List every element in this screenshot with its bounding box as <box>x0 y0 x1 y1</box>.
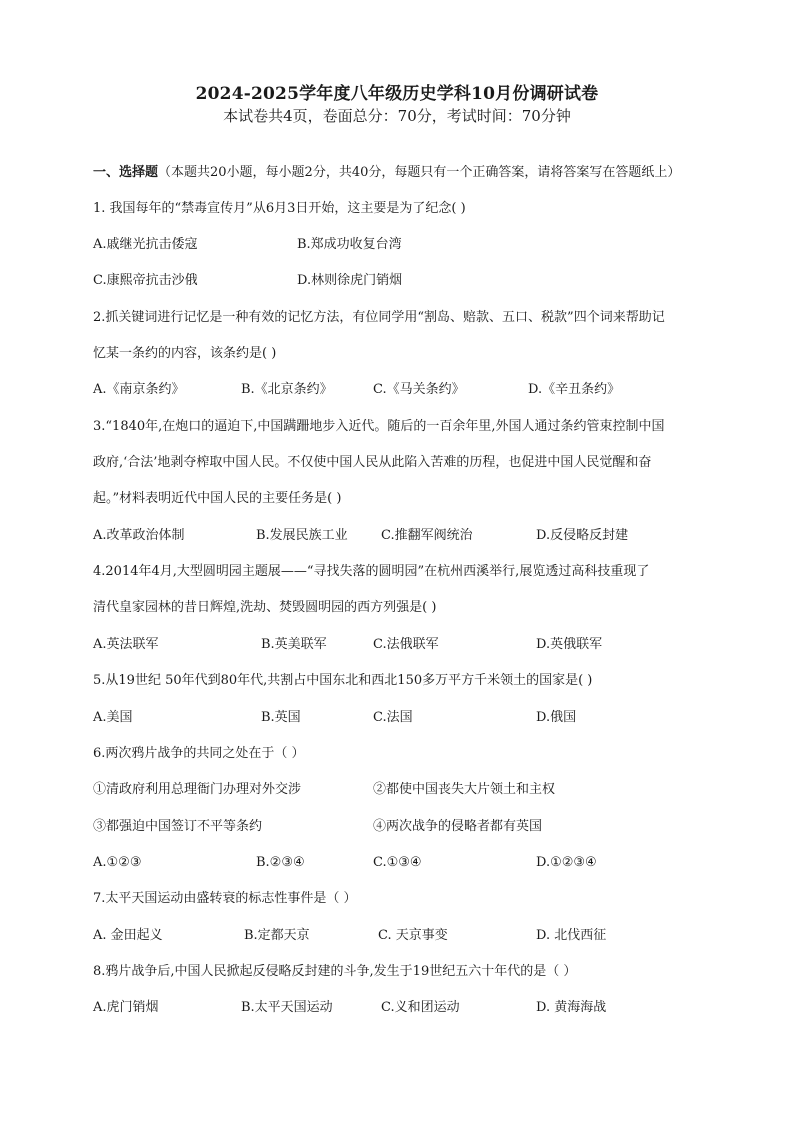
q3-option-c: C.推翻军阀统治 <box>381 528 473 543</box>
q4-option-b: B.英美联军 <box>261 637 327 652</box>
q7-option-b: B.定都天京 <box>244 928 310 943</box>
q8-option-c: C.义和团运动 <box>381 1000 460 1015</box>
q7-option-d: D. 北伐西征 <box>536 928 607 943</box>
q6-option-b: B.②③④ <box>256 855 305 870</box>
q6-option-a: A.①②③ <box>93 855 142 870</box>
q8-option-a: A.虎门销烟 <box>93 1000 159 1015</box>
question-8-text: 8.鸦片战争后,中国人民掀起反侵略反封建的斗争,发生于19世纪五六十年代的是（ ） <box>93 964 577 979</box>
question-6-text: 6.两次鸦片战争的共同之处在于（ ） <box>93 746 305 761</box>
q6-option-c: C.①③④ <box>373 855 422 870</box>
question-4-text-line-2: 清代皇家园林的昔日辉煌,洗劫、焚毁圆明园的西方列强是( ) <box>93 600 437 615</box>
q8-option-b: B.太平天国运动 <box>241 1000 333 1015</box>
q6-statement-1: ①清政府利用总理衙门办理对外交涉 <box>93 782 302 797</box>
q7-option-c: C. 天京事变 <box>378 928 448 943</box>
question-3-text-line-1: 3.“1840年,在炮口的逼迫下,中国蹒跚地步入近代。随后的一百余年里,外国人通过条约管束控制中国 <box>93 419 665 434</box>
q3-option-a: A.改革政治体制 <box>93 528 185 543</box>
question-1-text: 1. 我国每年的“禁毒宣传月”从6月3日开始，这主要是为了纪念( ) <box>93 201 466 216</box>
q3-option-d: D.反侵略反封建 <box>536 528 629 543</box>
q5-option-c: C.法国 <box>373 710 413 725</box>
q4-option-c: C.法俄联军 <box>373 637 439 652</box>
question-7-text: 7.太平天国运动由盛转衰的标志性事件是（ ） <box>93 891 357 906</box>
question-4-text-line-1: 4.2014年4月,大型圆明园主题展——“寻找失落的圆明园”在杭州西溪举行,展览透过高科技重现了 <box>93 564 650 579</box>
q2-option-d: D.《辛丑条约》 <box>528 382 621 397</box>
q2-option-b: B.《北京条约》 <box>241 382 333 397</box>
q2-option-c: C.《马关条约》 <box>373 382 465 397</box>
q1-option-b: B.郑成功收复台湾 <box>297 237 402 252</box>
q6-statement-3: ③都强迫中国签订不平等条约 <box>93 819 263 834</box>
q1-option-a: A.戚继光抗击倭寇 <box>93 237 198 252</box>
q6-statement-2: ②都使中国丧失大片领土和主权 <box>373 782 556 797</box>
q5-option-b: B.英国 <box>261 710 301 725</box>
q8-option-d: D. 黄海海战 <box>536 1000 607 1015</box>
q4-option-d: D.英俄联军 <box>536 637 603 652</box>
q3-option-b: B.发展民族工业 <box>256 528 348 543</box>
section-title: 一、选择题 <box>93 165 159 180</box>
exam-title: 2024-2025学年度八年级历史学科10月份调研试卷 <box>195 84 599 104</box>
question-3-text-line-2: 政府,‘合法’地剥夺榨取中国人民。不仅使中国人民从此陷入苦难的历程，也促进中国人民觉醒和奋 <box>93 455 652 470</box>
q6-option-d: D.①②③④ <box>536 855 597 870</box>
question-5-text: 5.从19世纪 50年代到80年代,共割占中国东北和西北150多万平方千米领土的国家是( ) <box>93 673 593 688</box>
q1-option-c: C.康熙帝抗击沙俄 <box>93 273 198 288</box>
section-instructions: （本题共20小题，每小题2分，共40分，每题只有一个正确答案，请将答案写在答题纸上） <box>158 165 681 180</box>
q7-option-a: A. 金田起义 <box>93 928 163 943</box>
section-heading <box>93 164 733 182</box>
question-2-text-line-2: 忆某一条约的内容，该条约是( ) <box>93 346 277 361</box>
q5-option-d: D.俄国 <box>536 710 577 725</box>
question-2-text-line-1: 2.抓关键词进行记忆是一种有效的记忆方法，有位同学用“割岛、赔款、五口、税款”四个词来帮助记 <box>93 310 665 325</box>
q4-option-a: A.英法联军 <box>93 637 159 652</box>
q2-option-a: A.《南京条约》 <box>93 382 185 397</box>
q5-option-a: A.美国 <box>93 710 133 725</box>
q6-statement-4: ④两次战争的侵略者都有英国 <box>373 819 543 834</box>
q1-option-d: D.林则徐虎门销烟 <box>297 273 403 288</box>
exam-subtitle: 本试卷共4页，卷面总分：70分，考试时间：70分钟 <box>223 107 571 125</box>
question-3-text-line-3: 起。”材料表明近代中国人民的主要任务是( ) <box>93 491 342 506</box>
